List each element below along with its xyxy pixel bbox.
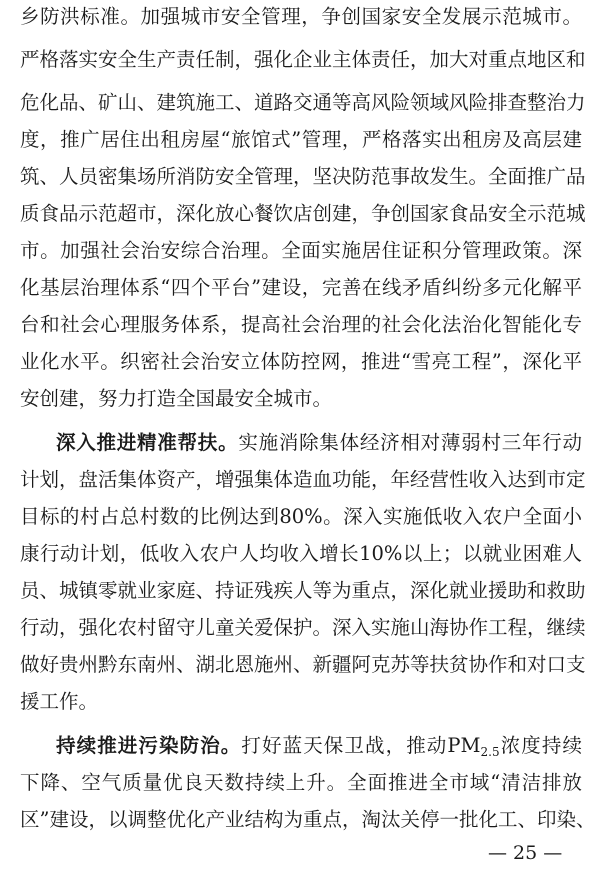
section-first-line [56, 731, 582, 761]
paragraph-line: 业化水平。织密社会治安立体防控网，推进“雪亮工程”，深化平 [20, 350, 582, 373]
paragraph-line: 危化品、矿山、建筑施工、道路交通等高风险领域风险排查整治力 [20, 91, 586, 114]
section-first-line-text-end: 浓度持续 [499, 734, 582, 757]
paragraph-line: 严格落实安全生产责任制，强化企业主体责任，加大对重点地区和 [20, 48, 586, 71]
paragraph-line: 援工作。 [20, 690, 99, 713]
paragraph-line: 化基层治理体系“四个平台”建设，完善在线矛盾纠纷多元化解平 [20, 276, 582, 299]
paragraph-line: 做好贵州黔东南州、湖北恩施州、新疆阿克苏等扶贫协作和对口支 [20, 653, 586, 676]
paragraph-line: 区”建设，以调整优化产业结构为重点，淘汰关停一批化工、印染、 [20, 808, 596, 831]
pm-subscript: 2.5 [480, 745, 500, 759]
paragraph-line: 质食品示范超市，深化放心餐饮店创建，争创国家食品安全示范城 [20, 202, 586, 225]
section-first-line-text: 打好蓝天保卫战，推动PM [241, 734, 481, 757]
paragraph-line: 市。加强社会治安综合治理。全面实施居住证积分管理政策。深 [20, 239, 582, 262]
paragraph-line: 目标的村占总村数的比例达到80%。深入实施低收入农户全面小 [20, 505, 582, 528]
paragraph-line: 行动，强化农村留守儿童关爱保护。深入实施山海协作工程，继续 [20, 616, 586, 639]
section-heading: 持续推进污染防治。 [56, 734, 242, 757]
paragraph-line: 台和社会心理服务体系，提高社会治理的社会化法治化智能化专 [20, 313, 582, 336]
paragraph-line: 员、城镇零就业家庭、持证残疾人等为重点，深化就业援助和救助 [20, 579, 586, 602]
paragraph-line: 乡防洪标准。加强城市安全管理，争创国家安全发展示范城市。 [20, 5, 582, 28]
section-first-line-text: 实施消除集体经济相对薄弱村三年行动 [238, 431, 582, 454]
paragraph-line: 下降、空气质量优良天数持续上升。全面推进全市域“清洁排放 [20, 771, 582, 794]
paragraph-line: 筑、人员密集场所消防安全管理，坚决防范事故发生。全面推广品 [20, 165, 586, 188]
page-number: — 25 — [488, 842, 563, 864]
section-first-line [56, 428, 582, 458]
paragraph-line: 度，推广居住出租房屋“旅馆式”管理，严格落实出租房及高层建 [20, 128, 582, 151]
paragraph-line: 安创建，努力打造全国最安全城市。 [20, 387, 333, 410]
paragraph-line: 康行动计划，低收入农户人均收入增长10%以上；以就业困难人 [20, 542, 582, 565]
paragraph-line: 计划，盘活集体资产，增强集体造血功能，年经营性收入达到市定 [20, 468, 586, 491]
section-heading: 深入推进精准帮扶。 [56, 431, 239, 454]
